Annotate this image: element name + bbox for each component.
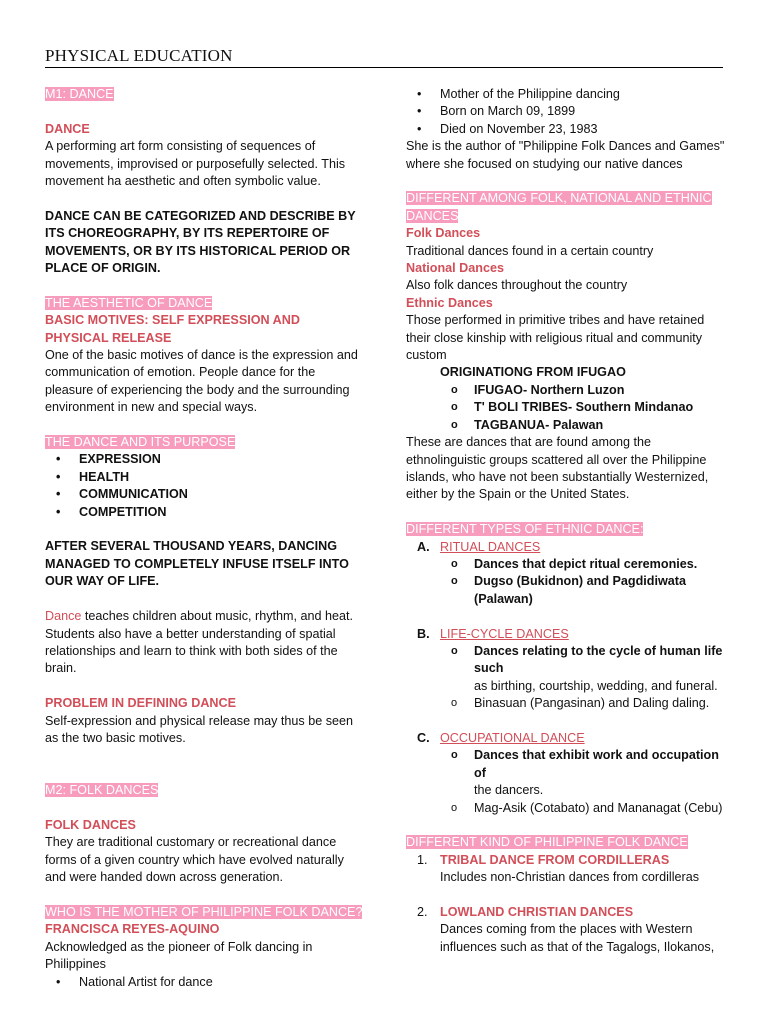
dance-heading: DANCE [45, 121, 90, 136]
list-item: o TAGBANUA- Palawan [406, 417, 726, 434]
artist-list [45, 974, 363, 991]
list-item: o IFUGAO- Northern Luzon [406, 382, 726, 399]
occupational-continued: the dancers. [474, 783, 544, 798]
list-item [406, 626, 726, 713]
different-header: DIFFERENT AMONG FOLK, NATIONAL AND ETHNIC DANCES [406, 191, 712, 223]
after-years-text: AFTER SEVERAL THOUSAND YEARS, DANCING MANAGED TO COMPLETELY INFUSE ITSELF INTO OUR WAY OF LIFE. [45, 539, 349, 589]
lowland-dance-heading: LOWLAND CHRISTIAN DANCES [440, 905, 634, 919]
m2-header: M2: FOLK DANCES [45, 783, 159, 798]
purpose-list [45, 451, 363, 521]
folk-dances-heading: FOLK DANCES [45, 817, 136, 832]
problem-text: Self-expression and physical release may thus be seen as the two basic motives. [45, 713, 354, 745]
list-item: o T' BOLI TRIBES- Southern Mindanao [406, 399, 726, 416]
list-marker: 2. [417, 905, 428, 919]
dance-teaches-text: teaches children about music, rhythm, and heat. Students also have a better understanding of spatial relationships and learn to think with both sides of the brain. [45, 609, 354, 676]
list-item: o Binasuan (Pangasinan) and Daling daling. [440, 695, 726, 712]
ritual-dances-heading: RITUAL DANCES [440, 539, 541, 554]
list-marker: C. [417, 730, 430, 745]
list-item: • Mother of the Philippine dancing [406, 86, 726, 103]
occupational-heading: OCCUPATIONAL DANCE [440, 730, 585, 745]
list-item: o Mag-Asik (Cotabato) and Mananagat (Cebu) [440, 800, 726, 817]
life-cycle-heading: LIFE-CYCLE DANCES [440, 626, 569, 641]
originating-heading: ORIGINATIONG FROM IFUGAO [440, 365, 626, 380]
dance-definition: A performing art form consisting of sequences of movements, improvised or purposefully selected. This movement ha aesthetic and often symbolic value. [45, 139, 346, 189]
list-item: • COMPETITION [45, 504, 363, 521]
list-item: • National Artist for dance [45, 974, 363, 991]
list-item [406, 539, 726, 609]
folk-dances-def: Traditional dances found in a certain country [406, 243, 654, 258]
tribal-dance-text: Includes non-Christian dances from cordilleras [440, 870, 699, 885]
author-text: She is the author of "Philippine Folk Dances and Games" where she focused on studying our native dances [406, 139, 725, 171]
list-item: o Dugso (Bukidnon) and Pagdidiwata (Palawan) [440, 573, 726, 608]
list-item [406, 730, 726, 817]
mother-header: WHO IS THE MOTHER OF PHILIPPINE FOLK DANCE? [45, 904, 363, 919]
list-marker: A. [417, 539, 430, 554]
categorized-text: DANCE CAN BE CATEGORIZED AND DESCRIBE BY ITS CHOREOGRAPHY, BY ITS REPERTOIRE OF MOVEMENTS, OR BY ITS HISTORICAL PERIOD OR PLACE OF ORIGIN. [45, 208, 356, 276]
origins-list [406, 382, 726, 434]
folk-dances-text: They are traditional customary or recreational dance forms of a given country which have evolved naturally and were handed down across generation. [45, 835, 344, 885]
francisca-name: FRANCISCA REYES-AQUINO [45, 922, 220, 937]
dance-teaches-paragraph [45, 608, 363, 678]
acknowledged-text: Acknowledged as the pioneer of Folk dancing in Philippines [45, 939, 313, 972]
list-item: o Dances relating to the cycle of human life such [440, 643, 726, 678]
lowland-dance-text: Dances coming from the places with Western influences such as that of the Tagalogs, Ilokanos, [440, 922, 715, 954]
ethnic-dances-def: Those performed in primitive tribes and have retained their close kinship with religious ritual and community custom [406, 313, 705, 363]
ethnic-dances-label: Ethnic Dances [406, 295, 493, 310]
list-item: o Dances that depict ritual ceremonies. [440, 556, 726, 573]
list-marker: 1. [417, 852, 428, 867]
folk-dances-label: Folk Dances [406, 226, 481, 241]
aesthetic-header: THE AESTHETIC OF DANCE [45, 295, 213, 310]
dance-word: Dance [45, 609, 82, 624]
mother-facts-list [406, 86, 726, 138]
list-item: • EXPRESSION [45, 451, 363, 468]
national-dances-label: National Dances [406, 261, 504, 276]
kind-header: DIFFERENT KIND OF PHILIPPINE FOLK DANCE [406, 835, 688, 850]
right-column [406, 86, 726, 956]
left-column [45, 86, 363, 991]
m1-header: M1: DANCE [45, 87, 114, 101]
list-item: • Born on March 09, 1899 [406, 103, 726, 120]
folk-kinds-list [406, 852, 726, 956]
list-marker: B. [417, 626, 430, 641]
these-text: These are dances that are found among the ethnolinguistic groups scattered all over the Philippine islands, who have not been substantially Westernized, either by the Spain or the United States. [406, 435, 709, 502]
page-title: PHYSICAL EDUCATION [45, 46, 723, 68]
list-item [406, 852, 726, 887]
life-cycle-continued: as birthing, courtship, wedding, and funeral. [474, 678, 718, 693]
types-header: DIFFERENT TYPES OF ETHNIC DANCE: [406, 522, 644, 537]
list-item: • HEALTH [45, 469, 363, 486]
list-item: • Died on November 23, 1983 [406, 121, 726, 138]
basic-motives-heading: BASIC MOTIVES: SELF EXPRESSION AND PHYSICAL RELEASE [45, 313, 300, 345]
list-item [406, 904, 726, 956]
list-item: • COMMUNICATION [45, 486, 363, 503]
tribal-dance-heading: TRIBAL DANCE FROM CORDILLERAS [440, 852, 670, 867]
list-item: o Dances that exhibit work and occupation of [440, 747, 726, 782]
purpose-header: THE DANCE AND ITS PURPOSE [45, 435, 236, 450]
motives-text: One of the basic motives of dance is the expression and communication of emotion. People dance for the pleasure of experiencing the body and the surrounding environment in new and special ways. [45, 348, 358, 415]
ethnic-types-list [406, 539, 726, 817]
national-dances-def: Also folk dances throughout the country [406, 278, 628, 293]
problem-heading: PROBLEM IN DEFINING DANCE [45, 696, 237, 711]
